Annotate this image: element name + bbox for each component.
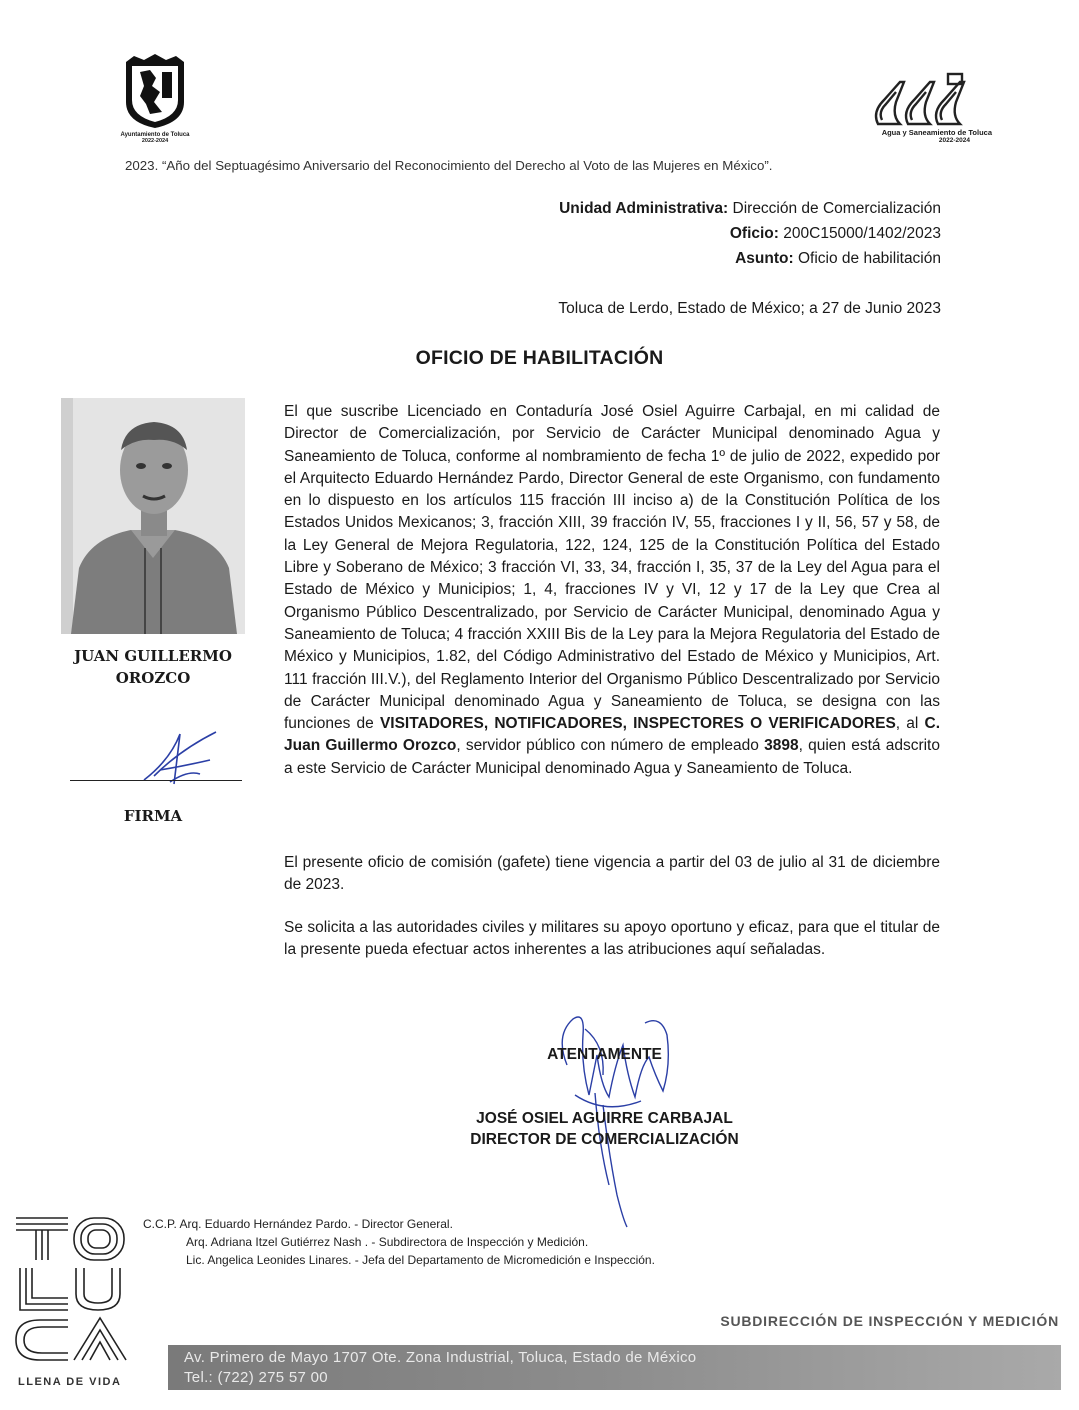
unit-line (559, 200, 941, 218)
body-paragraph-1 (284, 401, 940, 780)
ayuntamiento-period: 2022-2024 (141, 138, 169, 144)
ccp-line-3: Lic. Angelica Leonides Linares. - Jefa del Departamento de Micromedición e Inspección. (186, 1253, 655, 1267)
employee-signature (140, 730, 220, 795)
p1-person: C. Juan Guillermo Orozco (284, 715, 941, 755)
footer-department: SUBDIRECCIÓN DE INSPECCIÓN Y MEDICIÓN (720, 1313, 1059, 1329)
coat-of-arms-icon (120, 52, 190, 130)
asunto-line (735, 250, 941, 268)
asunto-label: Asunto: (735, 250, 794, 267)
unit-label: Unidad Administrativa: (559, 200, 729, 217)
ayuntamiento-toluca-logo (100, 52, 210, 144)
p1-text-a: El que suscribe Licenciado en Contaduría José Osiel Aguirre Carbajal, en mi calidad de Director de Comercialización, por Servicio de Carácter Municipal denominado Agua y Saneamiento de Toluca, conforme al nombramiento de fecha 1º de julio de 2022, expedido por el Arquitecto Eduardo Hernández Pardo, Director General de este Organismo, con fundamento en lo dispuesto en los artículos 115 fracción III inciso a) de la Constitución Política de los Estados Unidos Mexicanos; 3, fracción XIII, 39 fracción IV, 55, fracciones I y II, 56, 57 y 58, de la Ley General de Mejora Regulatoria, 122, 124, 125 de la Constitución Política del Estado Libre y Soberano de México; 3 fracción VI, 33, 34, fracción I, 35, 37 de la Ley del Agua para el Estado de México y Municipios; 1, 4, fracciones IV y VI, 12 y 17 de la Ley que Crea al Organismo Público Descentralizado, por Servicio de Carácter Municipal, denominado Agua y Saneamiento de Toluca; 4 fracción XXIII Bis de la Ley para la Mejora Regulatoria del Estado de México y Municipios, 1.82, del Código Administrativo del Estado de México y Municipios, Art. 111 fracción III.V.), del Reglamento Interior del Organismo Público Descentralizado por Servicio de Carácter Municipal denominado Agua y Saneamiento de Toluca, se designa con las funciones de (284, 403, 940, 733)
ayuntamiento-name: Ayuntamiento de Toluca (120, 132, 190, 138)
signature-line (70, 780, 242, 781)
employee-name (61, 645, 245, 689)
firma-label: FIRMA (123, 807, 183, 825)
body-paragraph-2: El presente oficio de comisión (gafete) tiene vigencia a partir del 03 de julio al 31 de diciembre de 2023. (284, 854, 940, 894)
toluca-tagline: LLENA DE VIDA (18, 1376, 122, 1388)
p1-text-c: , servidor público con número de empleado (456, 737, 765, 755)
water-drops-icon (870, 72, 970, 128)
body-paragraph-3: Se solicita a las autoridades civiles y militares su apoyo oportuno y eficaz, para que el titular de la presente pueda efectuar actos inherentes a las atribuciones aquí señaladas. (284, 919, 940, 959)
footer-address-bar (168, 1345, 1061, 1390)
p1-text-b: , al (895, 715, 925, 733)
oficio-label: Oficio: (729, 225, 779, 242)
person-portrait-icon (61, 398, 245, 634)
document-title: OFICIO DE HABILITACIÓN (415, 347, 664, 369)
unit-value: Dirección de Comercialización (732, 200, 941, 217)
p1-text-d: , quien está adscrito a este Servicio de Carácter Municipal denominado Agua y Saneamiento de Toluca. (284, 737, 940, 777)
p1-roles: VISITADORES, NOTIFICADORES, INSPECTORES O VERIFICADORES (379, 715, 896, 733)
handwritten-signature-icon (140, 730, 220, 790)
ccp-line-1: C.C.P. Arq. Eduardo Hernández Pardo. - Director General. (143, 1217, 453, 1231)
employee-name-line1: JUAN GUILLERMO (74, 647, 232, 665)
closing-atentamente: ATENTAMENTE (547, 1046, 662, 1063)
employee-name-line2: OROZCO (115, 669, 191, 687)
p1-employee-number: 3898 (764, 737, 799, 755)
year-banner: 2023. “Año del Septuagésimo Aniversario del Reconocimiento del Derecho al Voto de las Mujeres en México”. (125, 158, 773, 173)
employee-photo (61, 398, 245, 634)
asunto-value: Oficio de habilitación (797, 250, 941, 267)
agua-saneamiento-logo (842, 72, 992, 144)
agua-saneamiento-period: 2022-2024 (938, 137, 970, 144)
agua-saneamiento-name: Agua y Saneamiento de Toluca (881, 128, 992, 137)
ccp-line-2: Arq. Adriana Itzel Gutiérrez Nash . - Subdirectora de Inspección y Medición. (186, 1235, 589, 1249)
signer-title: DIRECTOR DE COMERCIALIZACIÓN (470, 1131, 739, 1148)
place-date: Toluca de Lerdo, Estado de México; a 27 de Junio 2023 (558, 300, 941, 317)
footer-phone: Tel.: (722) 275 57 00 (184, 1369, 328, 1386)
toluca-wordmark-icon (12, 1214, 142, 1374)
oficio-value: 200C15000/1402/2023 (783, 225, 941, 242)
toluca-logo (12, 1214, 142, 1379)
signer-name: JOSÉ OSIEL AGUIRRE CARBAJAL (476, 1110, 733, 1127)
oficio-line (730, 225, 941, 243)
footer-address: Av. Primero de Mayo 1707 Ote. Zona Industrial, Toluca, Estado de México (184, 1349, 697, 1366)
